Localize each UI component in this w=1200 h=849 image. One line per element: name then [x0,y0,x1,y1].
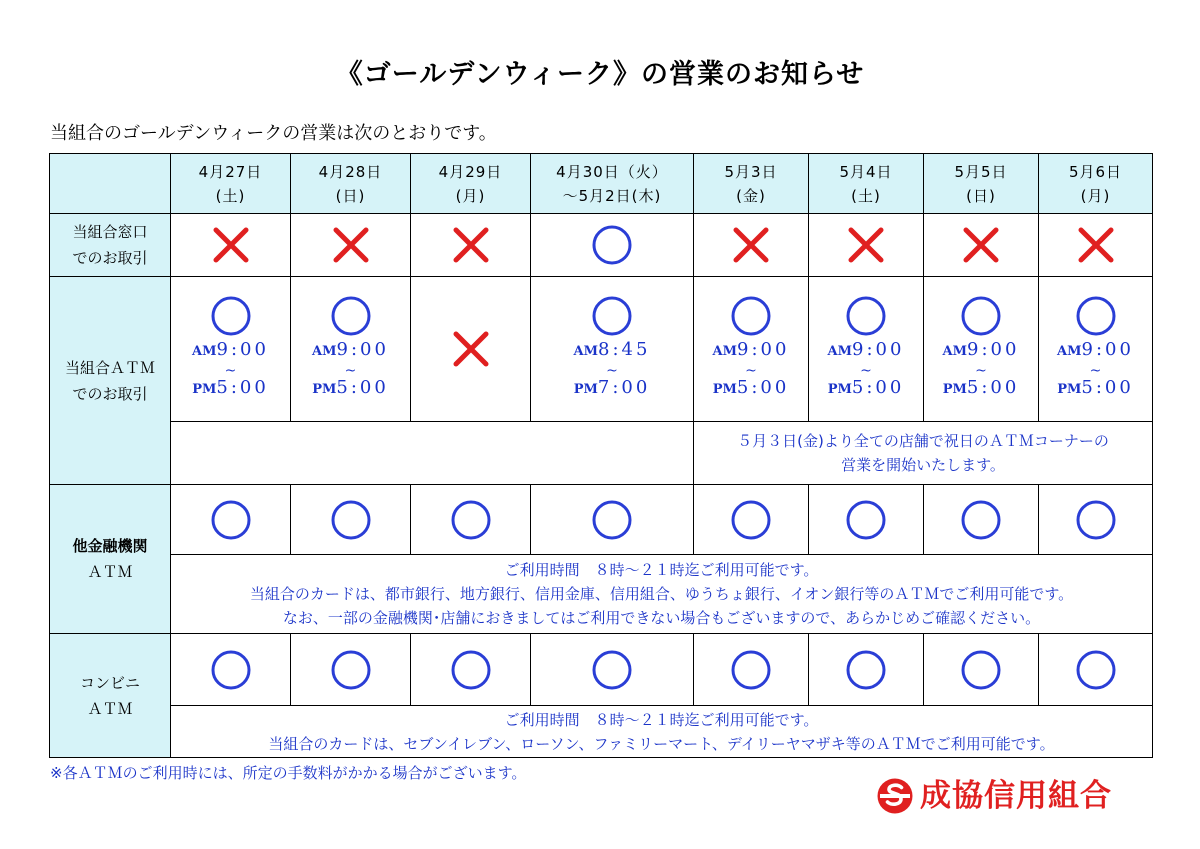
atm-cell [531,277,694,422]
row-atm [50,277,1153,422]
cross-icon [450,224,492,266]
cross-icon [450,328,492,370]
mark-cell [809,634,924,706]
mark-cell [411,214,531,277]
circle-icon [845,499,887,541]
circle-icon [450,499,492,541]
circle-icon [1075,649,1117,691]
mark-cell [291,485,411,555]
row-other-note [50,555,1153,634]
cross-icon [845,224,887,266]
atm-hours: AM9:00 ~ PM5:00 [827,339,905,398]
row-conv-note [50,706,1153,758]
mark-cell [694,485,809,555]
other-atm-note: ご利用時間 ８時～２１時迄ご利用可能です。 当組合のカードは、都市銀行、地方銀行、信用金庫、信用組合、ゆうちょ銀行、イオン銀行等のＡＴＭでご利用可能です。 なお、一部の金融機関･店舗におきましてはご利用できない場合もございますので、あらかじめご確認ください。 [171,555,1153,634]
row-label-atm: 当組合ＡＴＭ でのお取引 [50,277,171,485]
mark-cell [809,214,924,277]
mark-cell [1039,214,1153,277]
mark-cell [291,214,411,277]
union-name: 成協信用組合 [920,778,1112,814]
atm-cell [171,277,291,422]
row-other [50,485,1153,555]
conv-atm-note: ご利用時間 ８時～２１時迄ご利用可能です。 当組合のカードは、セブンイレブン、ローソン、ファミリーマート、デイリーヤマザキ等のＡＴＭでご利用可能です。 [171,706,1153,758]
mark-cell [531,214,694,277]
row-conv [50,634,1153,706]
atm-hours: AM9:00 ~ PM5:00 [192,339,269,398]
atm-cell [411,277,531,422]
atm-hours: AM8:45 ~ PM7:00 [573,339,651,398]
mark-cell [171,485,291,555]
circle-icon [845,295,887,337]
circle-icon [210,295,252,337]
header-row [50,154,1153,214]
mark-cell [924,634,1039,706]
mark-cell [1039,485,1153,555]
atm-hours: AM9:00 ~ PM5:00 [942,339,1020,398]
mark-cell [809,485,924,555]
row-atm-note [50,422,1153,485]
row-label-window: 当組合窓口 でのお取引 [50,214,171,277]
circle-icon [330,295,372,337]
circle-icon [591,499,633,541]
circle-icon [845,649,887,691]
mark-cell [531,634,694,706]
mark-cell [171,214,291,277]
circle-icon [1075,499,1117,541]
atm-hours: AM9:00 ~ PM5:00 [712,339,790,398]
mark-cell [924,214,1039,277]
atm-cell [924,277,1039,422]
cross-icon [730,224,772,266]
row-window [50,214,1153,277]
mark-cell [531,485,694,555]
atm-cell [291,277,411,422]
circle-icon [960,295,1002,337]
atm-note: ５月３日(金)より全ての店舗で祝日のＡＴＭコーナーの 営業を開始いたします。 [694,422,1153,485]
row-label-other: 他金融機関 ＡＴＭ [50,485,171,634]
circle-icon [730,499,772,541]
mark-cell [171,634,291,706]
cross-icon [1075,224,1117,266]
circle-icon [591,649,633,691]
schedule-table [49,153,1153,758]
date-header: 4月27日 (土) [171,154,291,214]
circle-icon [730,295,772,337]
date-header: 4月30日（火） ～5月2日(木) [531,154,694,214]
union-logo [876,774,1146,818]
mark-cell [291,634,411,706]
circle-icon [210,649,252,691]
date-header: 4月28日 (日) [291,154,411,214]
page-title: 《ゴールデンウィーク》の営業のお知らせ [335,59,865,90]
circle-icon [591,295,633,337]
mark-cell [694,214,809,277]
date-header: 5月4日 (土) [809,154,924,214]
circle-icon [210,499,252,541]
circle-icon [450,649,492,691]
atm-hours: AM9:00 ~ PM5:00 [1057,339,1134,398]
mark-cell [411,634,531,706]
cross-icon [960,224,1002,266]
circle-icon [960,649,1002,691]
atm-note-blank [171,422,694,485]
date-header: 5月6日 (月) [1039,154,1153,214]
atm-cell [809,277,924,422]
mark-cell [924,485,1039,555]
intro-text: 当組合のゴールデンウィークの営業は次のとおりです。 [50,123,497,144]
circle-icon [730,649,772,691]
date-header: 5月3日 (金) [694,154,809,214]
row-label-conv: コンビニ ＡＴＭ [50,634,171,758]
circle-icon [1075,295,1117,337]
atm-hours: AM9:00 ~ PM5:00 [312,339,389,398]
circle-icon [960,499,1002,541]
mark-cell [694,634,809,706]
circle-icon [330,499,372,541]
circle-icon [591,224,633,266]
seikyo-logo-icon [876,777,914,815]
atm-cell [1039,277,1153,422]
date-header: 5月5日 (日) [924,154,1039,214]
cross-icon [210,224,252,266]
mark-cell [411,485,531,555]
cross-icon [330,224,372,266]
fee-footnote: ※各ＡＴＭのご利用時には、所定の手数料がかかる場合がございます。 [50,764,527,782]
corner-cell [50,154,171,214]
mark-cell [1039,634,1153,706]
circle-icon [330,649,372,691]
atm-cell [694,277,809,422]
date-header: 4月29日 (月) [411,154,531,214]
